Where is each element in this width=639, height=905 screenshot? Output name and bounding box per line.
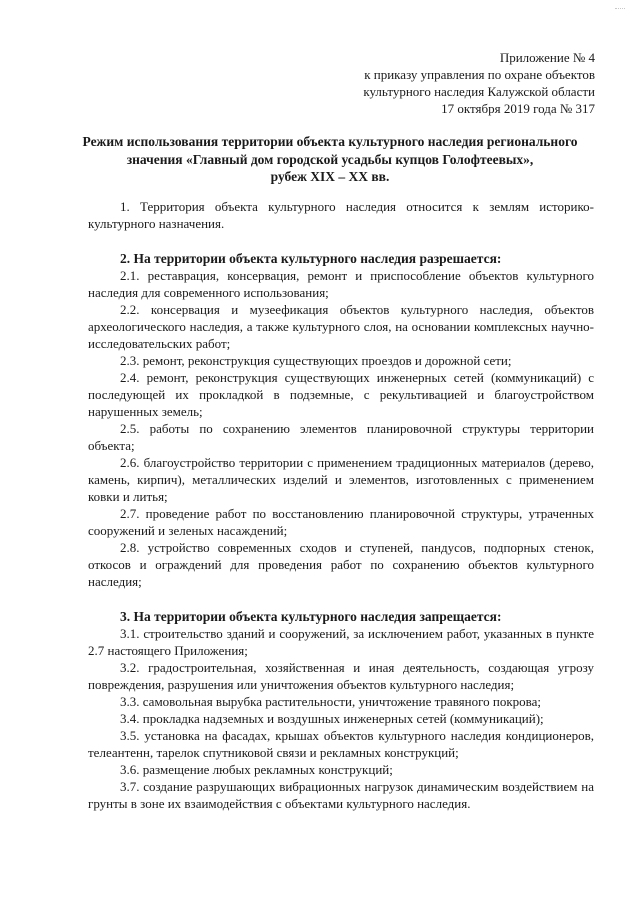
section-3-item: 3.1. строительство зданий и сооружений, за исключением работ, указанных в пункте 2.7 настоящего Приложения; (88, 626, 594, 658)
section-2-item: 2.8. устройство современных сходов и ступеней, пандусов, подпорных стенок, откосов и ограждений для проведения работ по сохранению объектов культурного наследия; (88, 540, 594, 589)
section-3-item: 3.5. установка на фасадах, крышах объектов культурного наследия кондиционеров, телеантенн, тарелок спутниковой связи и рекламных конструкций; (88, 728, 594, 760)
section-3-item: 3.3. самовольная вырубка растительности, уничтожение травяного покрова; (120, 694, 541, 709)
section-3-item: 3.2. градостроительная, хозяйственная и иная деятельность, создающая угрозу повреждения, разрушения или уничтожения объектов культурного наследия; (88, 660, 594, 692)
section-2-heading: 2. На территории объекта культурного наследия разрешается: (120, 251, 502, 266)
appendix-authority: культурного наследия Калужской области (363, 84, 595, 99)
section-3-item: 3.4. прокладка надземных и воздушных инженерных сетей (коммуникаций); (120, 711, 544, 726)
title-line-2: значения «Главный дом городской усадьбы купцов Голофтеевых», (126, 151, 534, 167)
document-title (60, 133, 600, 186)
section-3-item: 3.6. размещение любых рекламных конструкций; (120, 762, 393, 777)
section-2-item: 2.4. ремонт, реконструкция существующих инженерных сетей (коммуникаций) с последующей их прокладкой в подземные, с рекультивацией и благоустройством нарушенных земель; (88, 370, 594, 419)
scan-mark (615, 8, 625, 13)
document-body (88, 198, 594, 812)
section-2-item: 2.3. ремонт, реконструкция существующих проездов и дорожной сети; (120, 353, 512, 368)
appendix-number: Приложение № 4 (499, 50, 595, 65)
appendix-order-ref: к приказу управления по охране объектов (364, 67, 595, 82)
title-line-3: рубеж XIX – XX вв. (270, 169, 390, 184)
section-2-item: 2.1. реставрация, консервация, ремонт и приспособление объектов культурного наследия для современного использования; (88, 268, 594, 300)
section-2-item: 2.5. работы по сохранению элементов планировочной структуры территории объекта; (88, 421, 594, 453)
section-2-item: 2.7. проведение работ по восстановлению планировочной структуры, утраченных сооружений и зеленых насаждений; (88, 506, 594, 538)
section-3-heading: 3. На территории объекта культурного наследия запрещается: (120, 609, 502, 624)
section-3-item: 3.7. создание разрушающих вибрационных нагрузок динамическим воздействием на грунты в зоне их взаимодействия с объектами культурного наследия. (88, 779, 594, 811)
appendix-header (363, 49, 595, 117)
title-line-1: Режим использования территории объекта культурного наследия регионального (82, 134, 578, 149)
appendix-date: 17 октября 2019 года № 317 (441, 101, 595, 116)
section-2-item: 2.6. благоустройство территории с применением традиционных материалов (дерево, камень, кирпич), металлических изделий и элементов, изготовленных с применением ковки и литья; (88, 455, 594, 504)
section-2-item: 2.2. консервация и музеефикация объектов культурного наследия, объектов археологического наследия, а также культурного слоя, на основании комплексных научно-исследовательских работ; (88, 302, 594, 351)
section-1-text: 1. Территория объекта культурного наследия относится к землям историко-культурного назначения. (88, 199, 594, 231)
